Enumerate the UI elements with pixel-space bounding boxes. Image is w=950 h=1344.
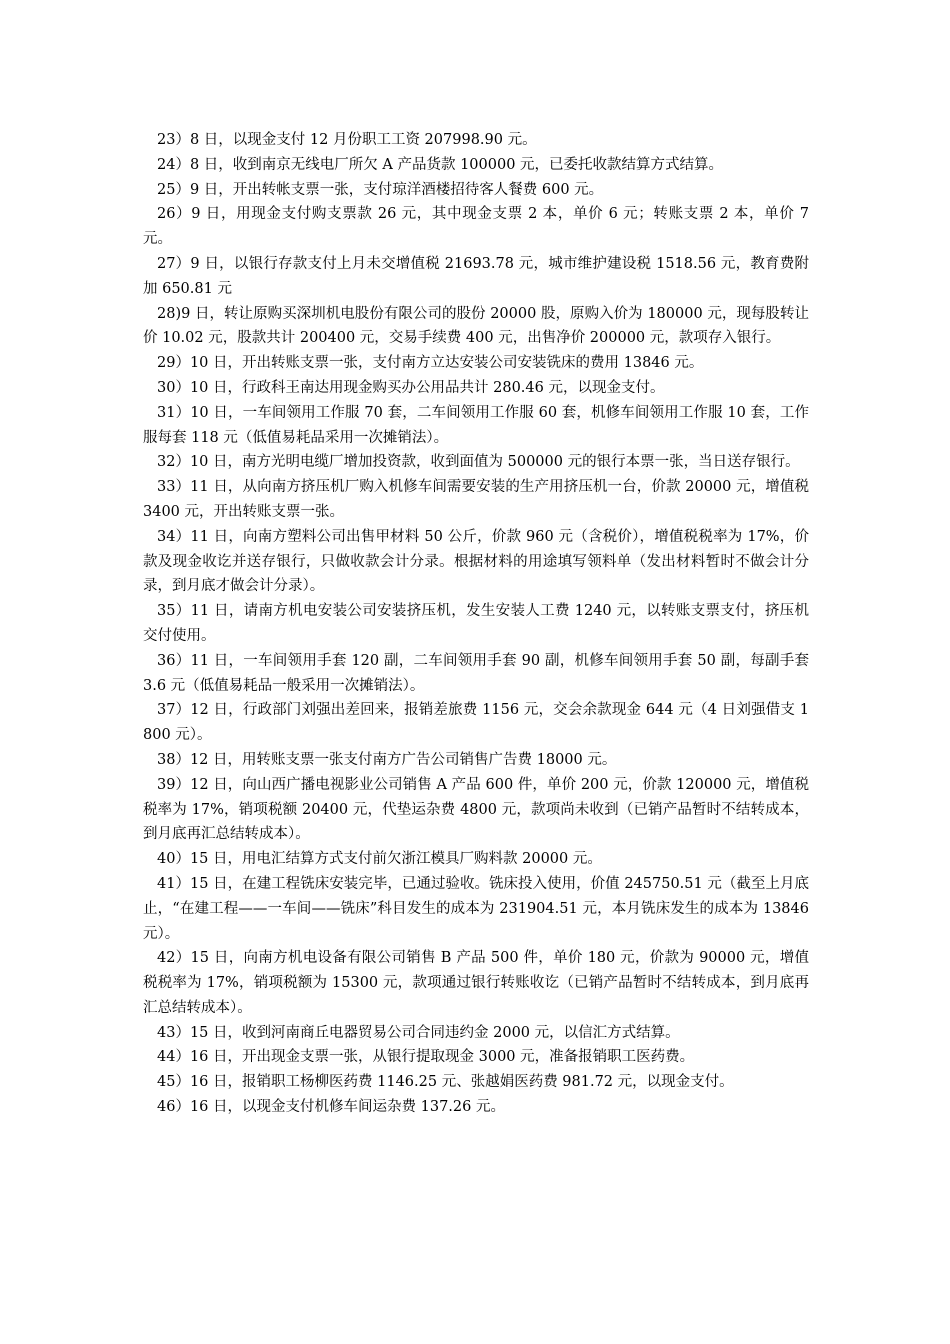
entry-28: 28)9 日，转让原购买深圳机电股份有限公司的股份 20000 股，原购入价为 180000 元，现每股转让价 10.02 元，股款共计 200400 元，交易手续费 400 元，出售净价 200000 元，款项存入银行。 xyxy=(143,305,809,347)
entry-44: 44）16 日，开出现金支票一张，从银行提取现金 3000 元，准备报销职工医药费。 xyxy=(157,1049,695,1066)
entry-29: 29）10 日，开出转账支票一张，支付南方立达安装公司安装铣床的费用 13846 元。 xyxy=(157,355,704,372)
entry-35: 35）11 日，请南方机电安装公司安装挤压机，发生安装人工费 1240 元，以转账支票支付，挤压机交付使用。 xyxy=(143,603,809,644)
entry-30: 30）10 日，行政科王南达用现金购买办公用品共计 280.46 元，以现金支付。 xyxy=(157,379,665,396)
entry-36: 36）11 日，一车间领用手套 120 副，二车间领用手套 90 副，机修车间领用手套 50 副，每副手套 3.6 元（低值易耗品一般采用一次摊销法）。 xyxy=(143,652,809,694)
entry-24: 24）8 日，收到南京无线电厂所欠 A 产品货款 100000 元，已委托收款结算方式结算。 xyxy=(157,156,724,173)
entry-34: 34）11 日，向南方塑料公司出售甲材料 50 公斤，价款 960 元（含税价），增值税税率为 17%，价款及现金收讫并送存银行，只做收款会计分录。根据材料的用途填写领料单（发出材料暂时不做会计分录，到月底才做会计分录）。 xyxy=(143,528,809,595)
entry-46: 46）16 日，以现金支付机修车间运杂费 137.26 元。 xyxy=(157,1099,505,1116)
entry-32: 32）10 日，南方光明电缆厂增加投资款，收到面值为 500000 元的银行本票一张，当日送存银行。 xyxy=(157,454,800,471)
entry-45: 45）16 日，报销职工杨柳医药费 1146.25 元、张越娟医药费 981.72 元，以现金支付。 xyxy=(157,1074,734,1091)
entry-26: 26）9 日，用现金支付购支票款 26 元，其中现金支票 2 本，单价 6 元；转账支票 2 本，单价 7 元。 xyxy=(143,206,809,248)
entry-39: 39）12 日，向山西广播电视影业公司销售 A 产品 600 件，单价 200 元，价款 120000 元，增值税税率为 17%，销项税额 20400 元，代垫运杂费 4800 元，款项尚未收到（已销产品暂时不结转成本，到月底再汇总结转成本）。 xyxy=(143,776,809,843)
entry-25: 25）9 日，开出转帐支票一张，支付琼洋酒楼招待客人餐费 600 元。 xyxy=(157,181,604,198)
entry-40: 40）15 日，用电汇结算方式支付前欠浙江模具厂购料款 20000 元。 xyxy=(157,851,602,868)
entry-33: 33）11 日，从向南方挤压机厂购入机修车间需要安装的生产用挤压机一台，价款 20000 元，增值税 3400 元，开出转账支票一张。 xyxy=(143,479,809,520)
entry-41: 41）15 日，在建工程铣床安装完毕，已通过验收。铣床投入使用，价值 245750.51 元（截至上月底止，“在建工程——一车间——铣床”科目发生的成本为 231904.51 元，本月铣床发生的成本为 13846 元）。 xyxy=(143,875,809,942)
entry-37: 37）12 日，行政部门刘强出差回来，报销差旅费 1156 元，交会余款现金 644 元（4 日刘强借支 1800 元）。 xyxy=(143,702,809,744)
entry-23: 23）8 日，以现金支付 12 月份职工工资 207998.90 元。 xyxy=(157,132,537,148)
document-body xyxy=(143,128,809,1120)
entry-42: 42）15 日，向南方机电设备有限公司销售 B 产品 500 件，单价 180 元，价款为 90000 元，增值税税率为 17%，销项税额为 15300 元，款项通过银行转账收讫（已销产品暂时不结转成本，到月底再汇总结转成本）。 xyxy=(143,950,809,1016)
entry-43: 43）15 日，收到河南商丘电器贸易公司合同违约金 2000 元，以信汇方式结算。 xyxy=(157,1024,680,1041)
entry-38: 38）12 日，用转账支票一张支付南方广告公司销售广告费 18000 元。 xyxy=(157,751,617,768)
entry-31: 31）10 日，一车间领用工作服 70 套，二车间领用工作服 60 套，机修车间领用工作服 10 套，工作服每套 118 元（低值易耗品采用一次摊销法）。 xyxy=(143,404,809,446)
entry-27: 27）9 日，以银行存款支付上月未交增值税 21693.78 元，城市维护建设税 1518.56 元，教育费附加 650.81 元 xyxy=(143,255,809,297)
